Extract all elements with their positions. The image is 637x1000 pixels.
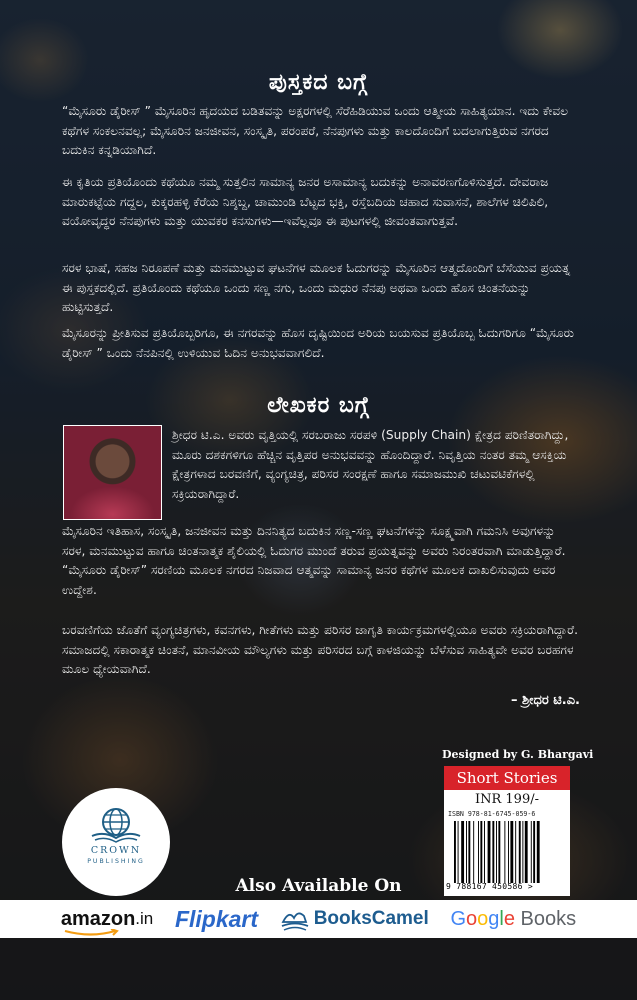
also-available-heading: Also Available On [235,876,402,896]
barcode-bar [519,821,521,883]
author-paragraph-2: ಬರವಣಿಗೆಯ ಜೊತೆಗೆ ವ್ಯಂಗ್ಯಚಿತ್ರಗಳು, ಕವನಗಳು, ಗೀತೆಗಳು ಮತ್ತು ಪರಿಸರ ಜಾಗೃತಿ ಕಾರ್ಯಕ್ರಮಗಳಲ್ಲಿಯೂ ಅವರು ಸಕ್ರಿಯರಾಗಿದ್ದಾರೆ. ಸಮಾಜದಲ್ಲಿ ಸಕಾರಾತ್ಮಕ ಚಿಂತನೆ, ಮಾನವೀಯ ಮೌಲ್ಯಗಳು ಮತ್ತು ಪರಿಸರದ ಬಗ್ಗೆ ಕಾಳಜಿಯನ್ನು ಬೆಳೆಸುವ ಸಾಹಿತ್ಯವೇ ಅವರ ಬರಹಗಳ ಮೂಲ ಧ್ಯೇಯವಾಗಿದೆ. [62,623,578,676]
barcode-bar [510,821,513,883]
barcode-bar [537,821,540,883]
barcode-bar [492,821,494,883]
google-letter: o [466,907,478,930]
google-letter: g [488,907,500,930]
amazon-logo[interactable] [61,908,153,931]
google-books-logo[interactable] [450,908,576,931]
barcode-bar [525,821,528,883]
flipkart-logo[interactable] [175,906,258,933]
barcode-bar [484,821,485,883]
google-letter: e [503,907,515,930]
genre-label: Short Stories [444,766,570,790]
amazon-tld: .in [135,909,154,928]
barcode-bar [496,821,497,883]
barcode-icon [452,821,564,883]
google-letter: o [477,907,489,930]
author-signature: – ಶ್ರೀಧರ ಟಿ.ಎ. [511,693,580,708]
price-label: INR 199/- [474,792,540,807]
google-books-label: Books [520,907,577,930]
about-book-paragraph-2: ಈ ಕೃತಿಯ ಪ್ರತಿಯೊಂದು ಕಥೆಯೂ ನಮ್ಮ ಸುತ್ತಲಿನ ಸಾಮಾನ್ಯ ಜನರ ಅಸಾಮಾನ್ಯ ಬದುಕನ್ನು ಅನಾವರಣಗೊಳಿಸುತ್ತದೆ. ದೇವರಾಜ ಮಾರುಕಟ್ಟೆಯ ಗದ್ದಲ, ಕುಕ್ಕರಹಳ್ಳಿ ಕೆರೆಯ ನಿಶ್ಶಬ್ದ, ಚಾಮುಂಡಿ ಬೆಟ್ಟದ ಭಕ್ತಿ, ರಸ್ತೆಬದಿಯ ಚಹಾದ ಸುವಾಸನೆ, ಶಾಲೆಗಳ ಚಿಲಿಪಿಲಿ, ವಯೋವೃದ್ಧರ ನೆನಪುಗಳು ಮತ್ತು ಯುವಕರ ಕನಸುಗಳು—ಇವೆಲ್ಲವೂ ಈ ಪುಟಗಳಲ್ಲಿ ಜೀವಂತವಾಗುತ್ತವೆ. [62,175,549,228]
publisher-name: CROWN [90,845,142,856]
google-letter: l [499,907,504,930]
publisher-sub: PUBLISHING [87,858,145,865]
flipkart-name: Flipkart [174,905,259,932]
barcode-bar [478,821,479,883]
about-book-paragraph-1: “ಮೈಸೂರು ಡೈರೀಸ್ ” ಮೈಸೂರಿನ ಹೃದಯದ ಬಡಿತವನ್ನು ಅಕ್ಷರಗಳಲ್ಲಿ ಸೆರೆಹಿಡಿಯುವ ಒಂದು ಆತ್ಮೀಯ ಸಾಹಿತ್ಯಯಾನ. ಇದು ಕೇವಲ ಕಥೆಗಳ ಸಂಕಲನವಲ್ಲ; ಮೈಸೂರಿನ ಜನಜೀವನ, ಸಂಸ್ಕೃತಿ, ಪರಂಪರೆ, ನೆನಪುಗಳು ಮತ್ತು ಕಾಲದೊಂದಿಗೆ ಬದಲಾಗುತ್ತಿರುವ ನಗರದ ಬದುಕಿನ ಕನ್ನಡಿಯಾಗಿದೆ. [62,104,569,157]
about-book-heading: ಪುಸ್ತಕದ ಬಗ್ಗೆ [268,70,369,95]
barcode-bar [522,821,523,883]
bookscamel-logo[interactable] [280,906,429,932]
barcode-bar [461,821,464,883]
barcode-bar [531,821,532,883]
amazon-name: amazon [60,907,136,930]
barcode-bar [498,821,500,883]
isbn-label: ISBN 978-81-6745-059-6 [448,810,536,818]
barcode-bar [488,821,491,883]
author-photo [63,425,162,520]
barcode-bar [454,821,456,883]
barcode-bar [458,821,459,883]
about-book-paragraph-3: ಸರಳ ಭಾಷೆ, ಸಹಜ ನಿರೂಪಣೆ ಮತ್ತು ಮನಮುಟ್ಟುವ ಘಟನೆಗಳ ಮೂಲಕ ಓದುಗರನ್ನು ಮೈಸೂರಿನ ಆತ್ಮದೊಂದಿಗೆ ಬೆಸೆಯುವ ಪ್ರಯತ್ನ ಈ ಪುಸ್ತಕದಲ್ಲಿದೆ. ಪ್ರತಿಯೊಂದು ಕಥೆಯೂ ಒಂದು ಸಣ್ಣ ನಗು, ಒಂದು ಮಧುರ ನೆನಪು ಅಥವಾ ಒಂದು ಹೊಸ ಚಿಂತನೆಯನ್ನು ಹುಟ್ಟಿಸುತ್ತದೆ. [62,261,571,314]
amazon-smile-icon [63,929,123,937]
barcode-bar [515,821,516,883]
bookscamel-icon [280,906,310,932]
barcode-bar [504,821,505,883]
barcode-number: 9 788167 450586 > [446,882,533,891]
about-author-heading: ಲೇಖಕರ ಬಗ್ಗೆ [267,393,370,418]
barcode-bar [533,821,535,883]
google-letter: G [450,907,467,930]
barcode-bar [480,821,482,883]
about-book-paragraph-4: ಮೈಸೂರನ್ನು ಪ್ರೀತಿಸುವ ಪ್ರತಿಯೊಬ್ಬರಿಗೂ, ಈ ನಗರವನ್ನು ಹೊಸ ದೃಷ್ಟಿಯಿಂದ ಅರಿಯ ಬಯಸುವ ಪ್ರತಿಯೊಬ್ಬ ಓದುಗರಿಗೂ “ಮೈಸೂರು ಡೈರೀಸ್ ” ಒಂದು ನೆನಪಿನಲ್ಲಿ ಉಳಿಯುವ ಓದಿನ ಅನುಭವವಾಗಲಿದೆ. [62,326,575,360]
barcode-bar [468,821,470,883]
barcode-bar [508,821,509,883]
barcode-bar [466,821,467,883]
author-paragraph-1: ಮೈಸೂರಿನ ಇತಿಹಾಸ, ಸಂಸ್ಕೃತಿ, ಜನಜೀವನ ಮತ್ತು ದಿನನಿತ್ಯದ ಬದುಕಿನ ಸಣ್ಣ-ಸಣ್ಣ ಘಟನೆಗಳನ್ನು ಸೂಕ್ಷ್ಮವಾಗಿ ಗಮನಿಸಿ ಅವುಗಳನ್ನು ಸರಳ, ಮನಮುಟ್ಟುವ ಹಾಗೂ ಚಿಂತನಾತ್ಮಕ ಶೈಲಿಯಲ್ಲಿ ಓದುಗರ ಮುಂದೆ ತರುವ ಪ್ರಯತ್ನವನ್ನು ಅವರು ನಿರಂತರವಾಗಿ ಮಾಡುತ್ತಿದ್ದಾರೆ. “ಮೈಸೂರು ಡೈರೀಸ್” ಸರಣಿಯ ಮೂಲಕ ನಗರದ ನಿಜವಾದ ಆತ್ಮವನ್ನು ಸಾಮಾನ್ಯ ಜನರ ಕಥೆಗಳ ಮೂಲಕ ದಾಖಲಿಸುವುದು ಅವರ ಉದ್ದೇಶ. [62,524,566,597]
store-bar [0,900,637,938]
designer-credit: Designed by G. Bhargavi [442,748,594,761]
barcode-bar [473,821,474,883]
bookscamel-name: BooksCamel [313,908,429,929]
author-intro-paragraph: ಶ್ರೀಧರ ಟಿ.ಎ. ಅವರು ವೃತ್ತಿಯಲ್ಲಿ ಸರಬರಾಜು ಸರಪಳಿ (Supply Chain) ಕ್ಷೇತ್ರದ ಪರಿಣಿತರಾಗಿದ್ದು, ಮೂರು ದಶಕಗಳಿಗೂ ಹೆಚ್ಚಿನ ವೃತ್ತಿಪರ ಅನುಭವವನ್ನು ಹೊಂದಿದ್ದಾರೆ. ನಿವೃತ್ತಿಯ ನಂತರ ತಮ್ಮ ಆಸಕ್ತಿಯ ಕ್ಷೇತ್ರಗಳಾದ ಬರವಣಿಗೆ, ವ್ಯಂಗ್ಯಚಿತ್ರ, ಪರಿಸರ ಸಂರಕ್ಷಣೆ ಹಾಗೂ ಸಮಾಜಮುಖಿ ಚಟುವಟಿಕೆಗಳಲ್ಲಿ ಸಕ್ರಿಯರಾಗಿದ್ದಾರೆ. [172,428,569,501]
